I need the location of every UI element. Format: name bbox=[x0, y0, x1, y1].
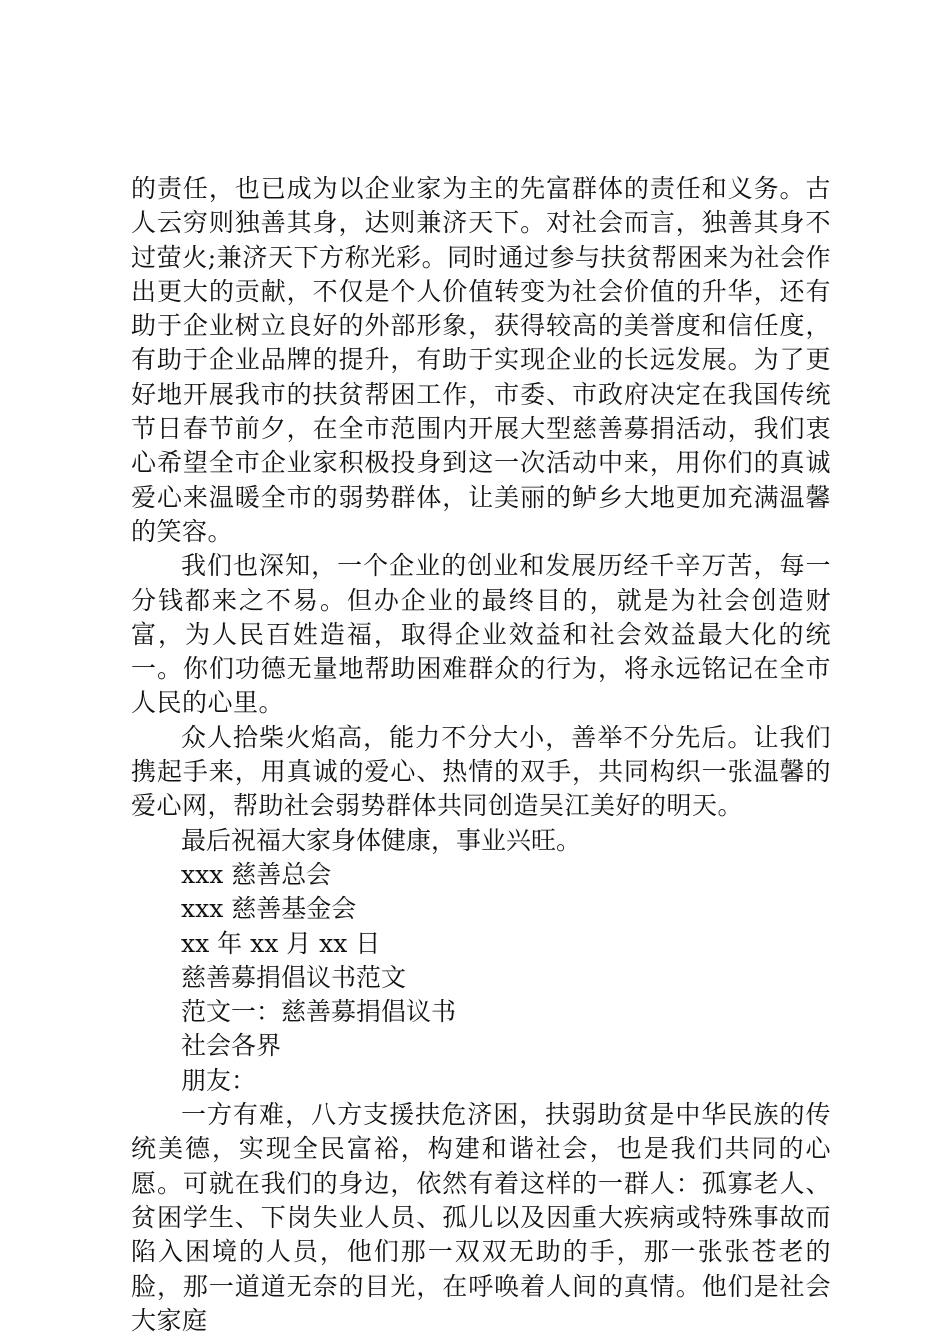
paragraph-together: 众人拾柴火焰高，能力不分大小，善举不分先后。让我们携起手来，用真诚的爱心、热情的双手，共同构织一张温馨的爱心网，帮助社会弱势群体共同创造吴江美好的明天。 bbox=[131, 722, 831, 821]
paragraph-call-for-help: 一方有难，八方支援扶危济困，扶弱助贫是中华民族的传统美德，实现全民富裕，构建和谐社会，也是我们共同的心愿。可就在我们的身边，依然有着这样的一群人：孤寡老人、贫困学生、下岗失业人员、孤儿以及因重大疾病或特殊事故而陷入困境的人员，他们那一双双无助的手，那一张张苍老的脸，那一道道无奈的目光，在呼唤着人间的真情。他们是社会大家庭 bbox=[131, 1100, 831, 1335]
paragraph-hardship: 我们也深知，一个企业的创业和发展历经千辛万苦，每一分钱都来之不易。但办企业的最终目的，就是为社会创造财富，为人民百姓造福，取得企业效益和社会效益最大化的统一。你们功德无量地帮助困难群众的行为，将永远铭记在全市人民的心里。 bbox=[131, 551, 831, 718]
section-title: 慈善募捐倡议书范文 bbox=[181, 962, 407, 992]
salutation-line-1: 社会各界 bbox=[181, 1031, 282, 1061]
sample-title: 范文一：慈善募捐倡议书 bbox=[181, 997, 457, 1027]
closing-wish: 最后祝福大家身体健康，事业兴旺。 bbox=[181, 825, 582, 855]
signature-org-2: xxx 慈善基金会 bbox=[181, 894, 357, 924]
signature-org-1: xxx 慈善总会 bbox=[181, 859, 332, 889]
paragraph-responsibility: 的责任，也已成为以企业家为主的先富群体的责任和义务。古人云穷则独善其身，达则兼济天下。对社会而言，独善其身不过萤火;兼济天下方称光彩。同时通过参与扶贫帮困来为社会作出更大的贡献，不仅是个人价值转变为社会价值的升华，还有助于企业树立良好的外部形象，获得较高的美誉度和信任度，有助于企业品牌的提升，有助于实现企业的长远发展。为了更好地开展我市的扶贫帮困工作，市委、市政府决定在我国传统节日春节前夕，在全市范围内开展大型慈善募捐活动，我们衷心希望全市企业家积极投身到这一次活动中来，用你们的真诚爱心来温暖全市的弱势群体，让美丽的鲈乡大地更加充满温馨的笑容。 bbox=[131, 174, 831, 546]
salutation-line-2: 朋友： bbox=[181, 1065, 257, 1095]
document-page bbox=[131, 172, 831, 1338]
signature-date: xx 年 xx 月 xx 日 bbox=[181, 928, 381, 958]
